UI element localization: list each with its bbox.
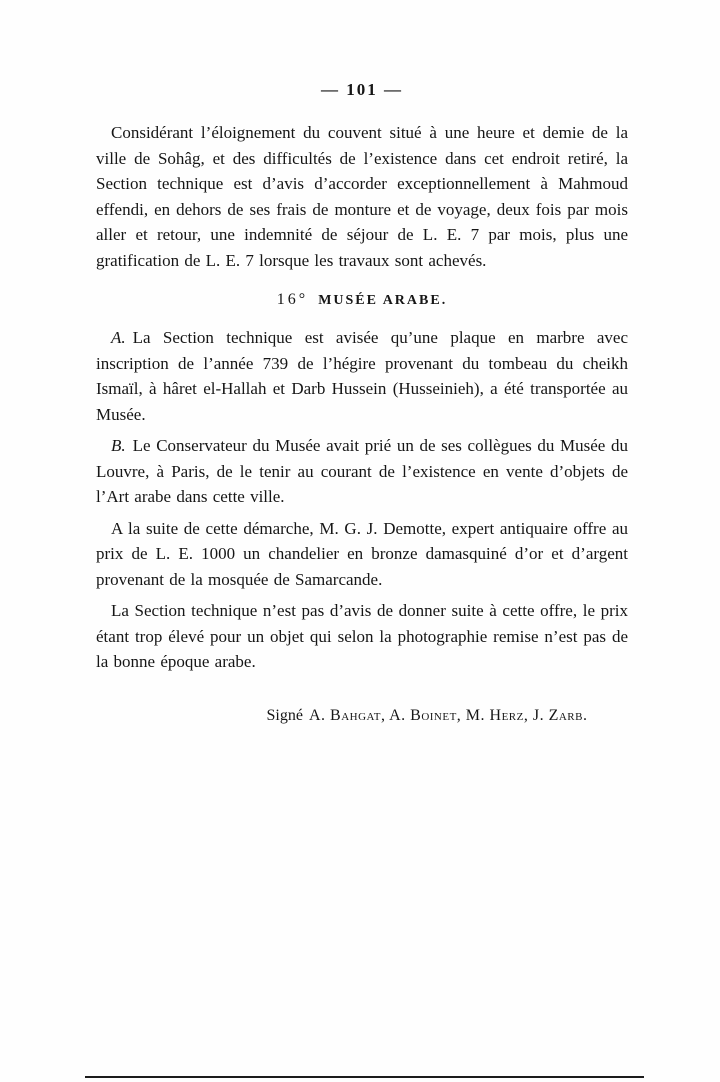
signature-prefix: Signé bbox=[266, 706, 303, 724]
section-heading-numeral: 16° bbox=[276, 291, 309, 308]
section-heading bbox=[96, 291, 628, 309]
paragraph-a-lead: A. bbox=[111, 328, 126, 347]
paragraph-considerant: Considérant l’éloignement du couvent situé à une heure et demie de la ville de Sohâg, et des difficultés de l’existence dans cet endroit retiré, la Section technique est d’avis d’accorder exceptionnellement à Mahmoud effendi, en dehors de ses frais de monture et de voyage, deux fois par mois aller et retour, une indemnité de séjour de L. E. 7 par mois, plus une gratification de L. E. 7 lorsque les travaux sont achevés. bbox=[96, 123, 628, 270]
paragraph-a-text: La Section technique est avisée qu’une plaque en marbre avec inscription de l’année 739 de l’hégire provenant du tombeau du cheikh Ismaïl, à hâret el-Hallah et Darb Hussein (Husseinieh), a été transportée au Musée. bbox=[96, 328, 628, 424]
signature-names: A. Bahgat, A. Boinet, M. Herz, J. Zarb. bbox=[308, 706, 588, 724]
paragraph-b-lead: B. bbox=[111, 436, 126, 455]
page-number: — 101 — bbox=[321, 80, 403, 99]
paragraph-avis: La Section technique n’est pas d’avis de donner suite à cette offre, le prix étant trop élevé pour un objet qui selon la photographie remise n’est pas de la bonne époque arabe. bbox=[96, 601, 628, 671]
paragraph-demarche: A la suite de cette démarche, M. G. J. Demotte, expert antiquaire offre au prix de L. E. 1000 un chandelier en bronze damasquiné d’or et d’argent provenant de la mosquée de Samarcande. bbox=[96, 518, 628, 589]
section-heading-title: MUSÉE ARABE. bbox=[318, 293, 448, 308]
paragraph-b-text: Le Conservateur du Musée avait prié un de ses collègues du Musée du Louvre, à Paris, de le tenir au courant de l’existence en vente d’objets de l’Art arabe dans cette ville. bbox=[96, 436, 628, 506]
paragraph-b bbox=[96, 433, 628, 510]
signature-line bbox=[96, 707, 628, 725]
paragraph-a bbox=[96, 325, 628, 427]
scan-edge-artifact bbox=[85, 1076, 644, 1078]
